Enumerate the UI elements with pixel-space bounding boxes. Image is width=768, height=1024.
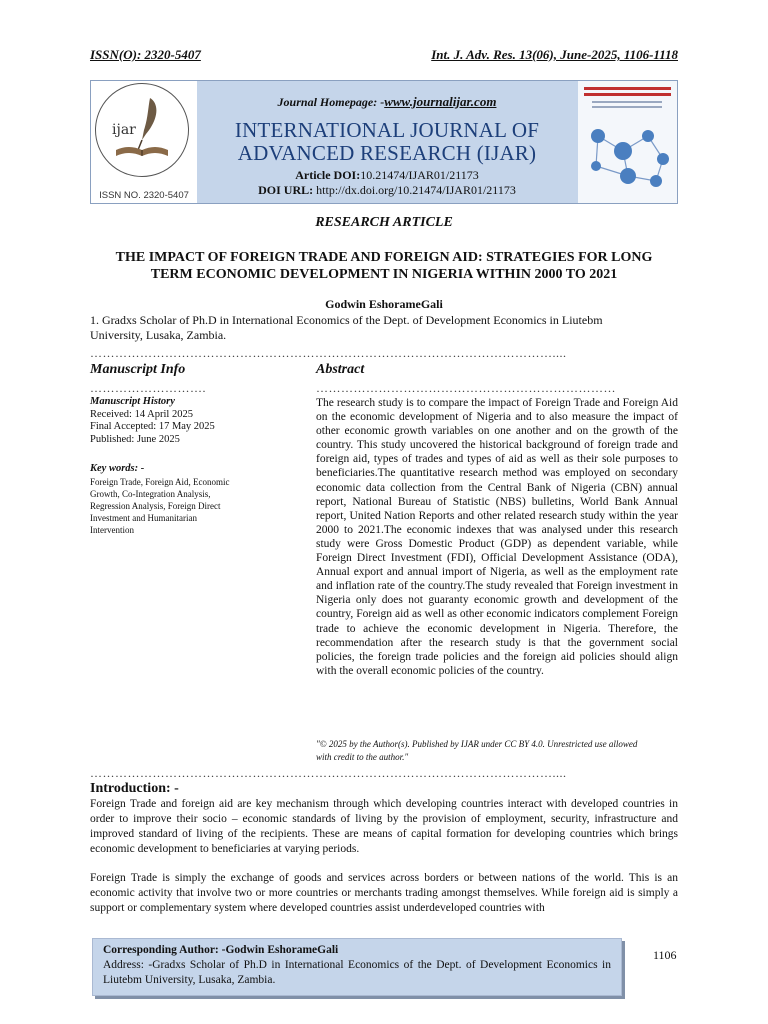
abstract-heading: Abstract (316, 362, 365, 377)
intro-paragraph-1: Foreign Trade and foreign aid are key mechanism through which developing countries interact with developed countries in order to improve their socio – economic standards of living by the provision of employment, security, infrastructure and improved standard of living of the recipients. These are means of capital formation for developing countries which brings economic development to beneficiaries at varying periods. (90, 798, 678, 855)
keywords-block (90, 463, 300, 536)
divider-dots-top: ………………………………………………………………………………………………….... (90, 346, 567, 360)
running-header (90, 47, 678, 63)
keywords-list (90, 476, 300, 536)
received-date: Received: 14 April 2025 (90, 408, 193, 420)
divider-dots-left: ………………………. (90, 381, 206, 395)
paper-title-line1: THE IMPACT OF FOREIGN TRADE AND FOREIGN AID: STRATEGIES FOR LONG (115, 250, 653, 265)
accepted-date: Final Accepted: 17 May 2025 (90, 421, 215, 432)
keywords-line: Foreign Trade, Foreign Aid, Economic (90, 476, 230, 487)
intro-paragraph-2: Foreign Trade is simply the exchange of goods and services across borders or between nations of the world. This is an economic activity that involve two or more countries or merchants trading amongst themselves. While foreign aid is simply a support or complementary system where developed countries assist underdeveloped countries with (90, 872, 678, 914)
manuscript-info-heading: Manuscript Info (90, 362, 186, 377)
citation-text: Int. J. Adv. Res. 13(06), June-2025, 1106-1118 (431, 47, 678, 62)
journal-title-line1: INTERNATIONAL JOURNAL OF (234, 118, 540, 142)
logo-wordmark: ijar (112, 122, 136, 138)
manuscript-history (90, 396, 300, 446)
homepage-link[interactable]: www.journalijar.com (384, 94, 497, 109)
doi-url-link[interactable]: http://dx.doi.org/10.21474/IJAR01/21173 (316, 183, 516, 197)
keywords-heading: Key words: - (90, 463, 145, 474)
divider-dots-bottom: ………………………………………………………………………………………………….... (90, 766, 567, 780)
paper-title (90, 249, 678, 283)
license-note (316, 738, 678, 764)
corresponding-author-box (92, 938, 622, 996)
issn-text: ISSN(O): 2320-5407 (90, 47, 201, 62)
keywords-line: Growth, Co-Integration Analysis, (90, 488, 211, 499)
license-line2: with credit to the author." (316, 752, 409, 762)
journal-cover-image (578, 81, 677, 203)
author-name: Godwin EshorameGali (325, 297, 443, 311)
abstract-text: The research study is to compare the impact of Foreign Trade and Foreign Aid on the economic development of Nigeria and to also measure the impact of other economic growth variables on one another and on the growth of the country. This study uncovered the historical background of foreign trade and foreign aid, types of trades and types of aid as well as their sole purposes to beneficiaries.The quantitative research method was employed on secondary economic data collection from the Central Bank of Nigeria (CBN) annual report, National Bureau of Statistic (NBS) bulletins, World Bank Annual report, United Nation Reports and other related research study within the year 2000 to 2021.The economic indexes that was analysed under this research study were Gross Domestic Product (GDP) as dependent variable, while Foreign Direct Investment (FDI), Official Development Assistance (ODA), Annual export and annual import of Nigeria, as well as the employment rate and inflation rate of the country.The study revealed that Foreign investment in Nigeria only does not guaranty economic growth and development of the country, Foreign aid as well as other economic indicators complement Foreign trade to achieve the economic development in Nigeria. Therefore, the recommendation after the research study is that the government social policies, the foreign trade policies and the foreign aid policies should align with the overall economic policies of the country. (316, 397, 678, 677)
article-type: RESEARCH ARTICLE (315, 215, 453, 230)
journal-title (200, 119, 574, 165)
doi-label: Article DOI: (295, 168, 361, 182)
journal-title-line2: ADVANCED RESEARCH (IJAR) (237, 141, 537, 165)
logo-issn-text: ISSN NO. 2320-5407 (99, 190, 189, 201)
divider-dots-right: ……………………………………………………………… (316, 381, 616, 395)
introduction-heading: Introduction: - (90, 781, 179, 796)
affiliation-line2: University, Lusaka, Zambia. (90, 328, 227, 342)
doi-block (200, 168, 574, 198)
keywords-line: Investment and Humanitarian (90, 512, 197, 523)
journal-homepage-line (200, 94, 574, 110)
affiliation-line1: 1. Gradxs Scholar of Ph.D in International Economics of the Dept. of Development Economics in Liutebm (90, 313, 603, 327)
article-doi (200, 168, 574, 183)
keywords-line: Intervention (90, 524, 134, 535)
author-affiliation (90, 313, 650, 343)
author-address: Address: -Gradxs Scholar of Ph.D in International Economics of the Dept. of Development Economics in Liutebm University, Lusaka, Zambia. (103, 959, 611, 986)
keywords-line: Regression Analysis, Foreign Direct (90, 500, 221, 511)
journal-logo (91, 81, 197, 203)
history-heading: Manuscript History (90, 396, 175, 407)
homepage-label: Journal Homepage: - (277, 95, 385, 109)
molecule-cover-icon (578, 81, 677, 203)
doi-value: 10.21474/IJAR01/21173 (360, 168, 479, 182)
license-line1: "© 2025 by the Author(s). Published by IJAR under CC BY 4.0. Unrestricted use allowed (316, 739, 638, 749)
doi-url-label: DOI URL: (258, 183, 314, 197)
corresponding-author: Corresponding Author: -Godwin EshorameGali (103, 944, 339, 956)
page-number: 1106 (653, 948, 677, 962)
logo-emblem (95, 83, 189, 177)
paper-title-line2: TERM ECONOMIC DEVELOPMENT IN NIGERIA WITHIN 2000 TO 2021 (150, 267, 618, 282)
published-date: Published: June 2025 (90, 433, 180, 445)
doi-url (200, 183, 574, 198)
